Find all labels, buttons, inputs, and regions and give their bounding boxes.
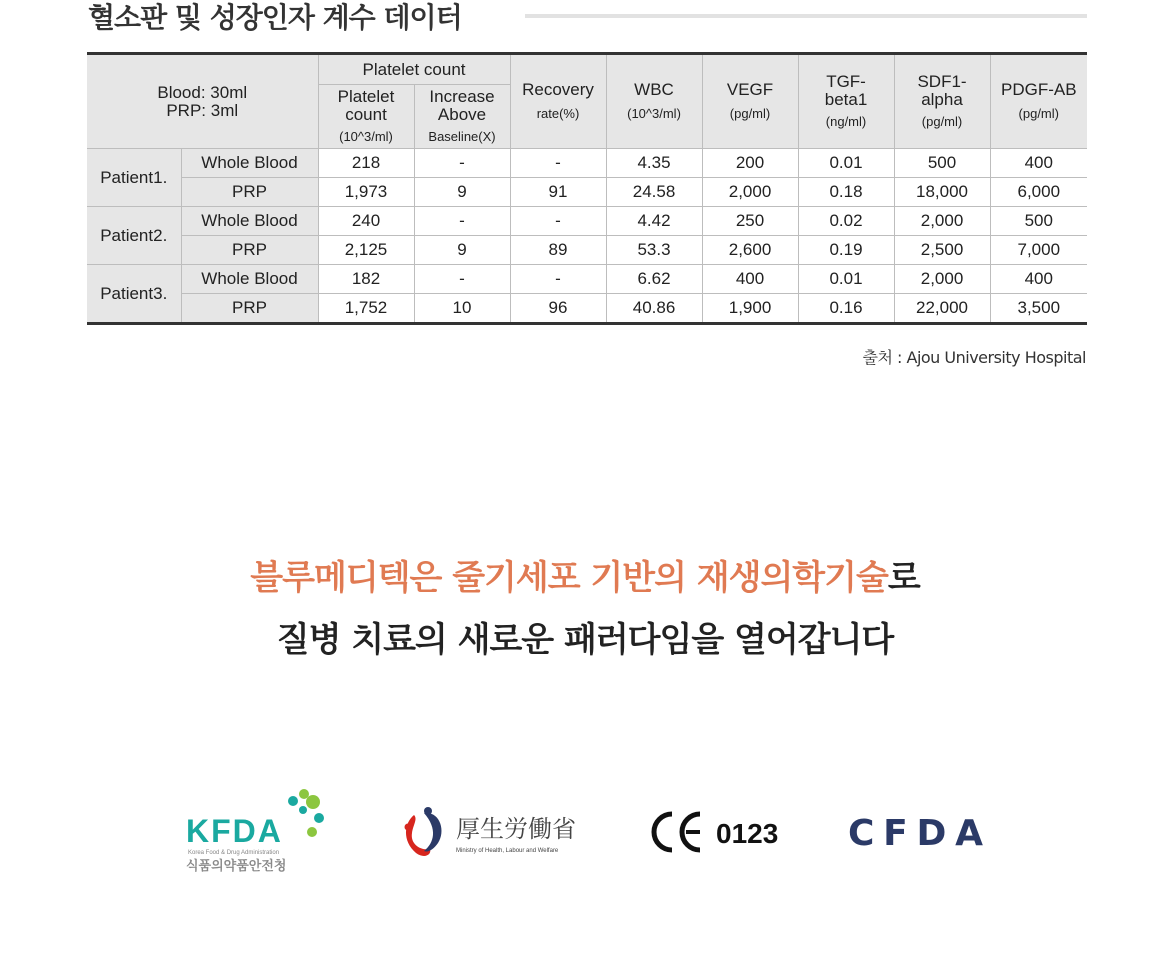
header-tgf: TGF- beta1 (ng/ml) xyxy=(798,54,894,149)
mhlw-sub-en: Ministry of Health, Labour and Welfare xyxy=(456,848,559,854)
header-tgf-unit: (ng/ml) xyxy=(825,113,867,129)
cell-vegf: 200 xyxy=(702,149,798,178)
cell-tgf: 0.02 xyxy=(798,207,894,236)
cell-tgf: 0.18 xyxy=(798,178,894,207)
cell-vegf: 250 xyxy=(702,207,798,236)
cell-sdf: 2,000 xyxy=(894,207,990,236)
patient-label: Patient2. xyxy=(87,207,181,265)
ce-mark-logo xyxy=(650,808,800,856)
header-sdf: SDF1- alpha (pg/ml) xyxy=(894,54,990,149)
header-increase-unit: Baseline(X) xyxy=(428,128,496,144)
cell-sample: Whole Blood xyxy=(181,207,318,236)
cell-platelet-count: 2,125 xyxy=(318,236,414,265)
mhlw-logo xyxy=(400,805,600,860)
kfda-logo xyxy=(186,788,336,878)
cell-platelet-count: 240 xyxy=(318,207,414,236)
cell-sdf: 18,000 xyxy=(894,178,990,207)
cell-increase: 9 xyxy=(414,236,510,265)
header-wbc: WBC (10^3/ml) xyxy=(606,54,702,149)
header-vegf-unit: (pg/ml) xyxy=(729,105,771,121)
cell-wbc: 4.42 xyxy=(606,207,702,236)
cell-sample: Whole Blood xyxy=(181,149,318,178)
kfda-dot-icon xyxy=(299,789,309,799)
cell-sample: PRP xyxy=(181,236,318,265)
patient-label: Patient1. xyxy=(87,149,181,207)
cell-platelet-count: 1,973 xyxy=(318,178,414,207)
slogan-rest-text: 로 xyxy=(887,558,920,598)
cell-sdf: 2,500 xyxy=(894,236,990,265)
header-blood-label: Blood: 30ml xyxy=(157,82,248,102)
cell-wbc: 53.3 xyxy=(606,236,702,265)
kfda-dot-icon xyxy=(306,795,320,809)
section-title: 혈소판 및 성장인자 계수 데이터 xyxy=(88,1,462,34)
cell-recovery: - xyxy=(510,265,606,294)
cell-increase: - xyxy=(414,265,510,294)
kfda-dot-icon xyxy=(314,813,324,823)
ce-c-icon xyxy=(654,814,672,850)
header-platelet-count: Platelet count (10^3/ml) xyxy=(318,85,414,149)
cell-wbc: 24.58 xyxy=(606,178,702,207)
title-divider xyxy=(525,14,1087,18)
table-row xyxy=(87,207,1087,236)
table-row xyxy=(87,236,1087,265)
cell-recovery: - xyxy=(510,149,606,178)
cell-sdf: 2,000 xyxy=(894,265,990,294)
header-increase: Increase Above Baseline(X) xyxy=(414,85,510,149)
table-body xyxy=(87,149,1087,324)
cell-tgf: 0.01 xyxy=(798,265,894,294)
table-row xyxy=(87,178,1087,207)
cell-wbc: 6.62 xyxy=(606,265,702,294)
slogan-line-2: 질병 치료의 새로운 패러다임을 열어갑니다 xyxy=(276,620,894,660)
cell-increase: 10 xyxy=(414,294,510,324)
cell-vegf: 1,900 xyxy=(702,294,798,324)
cell-pdgf: 400 xyxy=(990,149,1087,178)
cfda-mark: CFDA xyxy=(848,813,984,852)
cfda-logo xyxy=(848,812,988,852)
cell-wbc: 4.35 xyxy=(606,149,702,178)
cell-sample: PRP xyxy=(181,294,318,324)
cell-tgf: 0.19 xyxy=(798,236,894,265)
cell-pdgf: 400 xyxy=(990,265,1087,294)
patient-label: Patient3. xyxy=(87,265,181,324)
slogan-accent-text: 블루메디텍은 줄기세포 기반의 재생의학기술 xyxy=(250,558,888,598)
table-row xyxy=(87,294,1087,324)
kfda-sub-ko: 식품의약품안전청 xyxy=(186,859,287,874)
source-note: 출처 : Ajou University Hospital xyxy=(862,348,1086,367)
cell-sample: PRP xyxy=(181,178,318,207)
header-pdgf: PDGF-AB (pg/ml) xyxy=(990,54,1087,149)
header-prp-label: PRP: 3ml xyxy=(166,100,239,120)
cell-platelet-count: 1,752 xyxy=(318,294,414,324)
cell-sample: Whole Blood xyxy=(181,265,318,294)
kfda-dot-icon xyxy=(299,806,307,814)
platelet-growth-factor-table xyxy=(87,52,1087,325)
ce-number: 0123 xyxy=(716,818,779,849)
kfda-sub-en: Korea Food & Drug Administration xyxy=(188,850,280,856)
header-platelet-group: Platelet count xyxy=(318,54,510,85)
cell-sdf: 500 xyxy=(894,149,990,178)
cell-platelet-count: 218 xyxy=(318,149,414,178)
cell-increase: - xyxy=(414,149,510,178)
header-blood-volume xyxy=(87,54,318,149)
cell-pdgf: 500 xyxy=(990,207,1087,236)
kfda-mark: KFDA xyxy=(186,813,283,849)
slogan-line-1 xyxy=(0,550,1170,599)
cell-tgf: 0.01 xyxy=(798,149,894,178)
header-platelet-unit: (10^3/ml) xyxy=(339,128,393,144)
kfda-dot-icon xyxy=(307,827,317,837)
cell-recovery: - xyxy=(510,207,606,236)
mhlw-blue-swoosh-icon xyxy=(424,813,442,852)
mhlw-head-icon xyxy=(424,807,432,815)
cell-platelet-count: 182 xyxy=(318,265,414,294)
cell-increase: 9 xyxy=(414,178,510,207)
cell-recovery: 96 xyxy=(510,294,606,324)
table-row xyxy=(87,265,1087,294)
cell-pdgf: 6,000 xyxy=(990,178,1087,207)
cell-vegf: 400 xyxy=(702,265,798,294)
cell-recovery: 89 xyxy=(510,236,606,265)
cell-pdgf: 7,000 xyxy=(990,236,1087,265)
header-recovery: Recovery rate(%) xyxy=(510,54,606,149)
cell-sdf: 22,000 xyxy=(894,294,990,324)
cell-increase: - xyxy=(414,207,510,236)
mhlw-mark: 厚生労働省 xyxy=(456,815,576,843)
cell-recovery: 91 xyxy=(510,178,606,207)
kfda-dot-icon xyxy=(288,796,298,806)
header-sdf-unit: (pg/ml) xyxy=(921,113,963,129)
cell-wbc: 40.86 xyxy=(606,294,702,324)
header-vegf: VEGF (pg/ml) xyxy=(702,54,798,149)
cell-vegf: 2,000 xyxy=(702,178,798,207)
header-pdgf-unit: (pg/ml) xyxy=(1018,105,1059,121)
mhlw-head-icon xyxy=(405,824,412,831)
header-recovery-unit: rate(%) xyxy=(536,105,580,121)
cell-tgf: 0.16 xyxy=(798,294,894,324)
header-wbc-unit: (10^3/ml) xyxy=(627,105,681,121)
cell-vegf: 2,600 xyxy=(702,236,798,265)
cell-pdgf: 3,500 xyxy=(990,294,1087,324)
table-row xyxy=(87,149,1087,178)
